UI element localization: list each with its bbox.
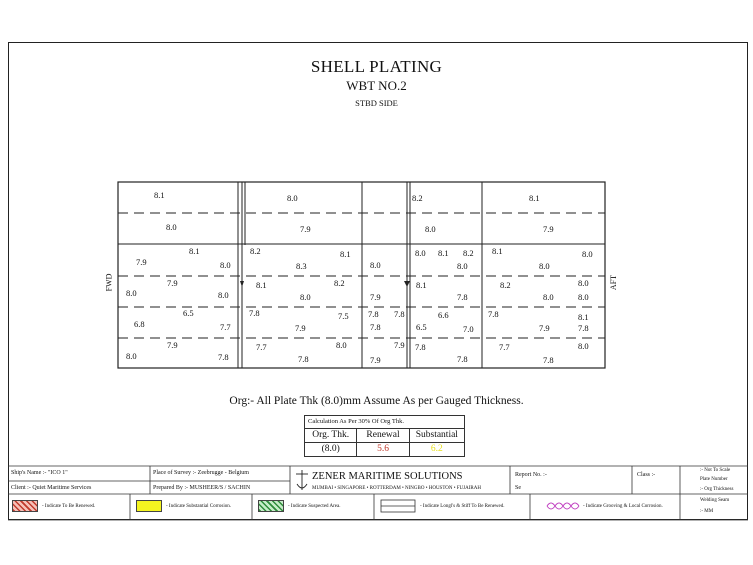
legend-substantial-label: - Indicate Substantial Corrosion. [166,504,231,509]
plate-reading: 8.0 [425,224,436,234]
plate-reading: 8.0 [370,260,381,270]
plate-reading: 6.5 [183,308,194,318]
plate-reading: 8.0 [300,292,311,302]
plate-reading: 6.5 [416,322,427,332]
col-substantial: Substantial [415,430,458,440]
plate-reading: 8.0 [578,278,589,288]
plate-reading: 8.1 [578,312,589,322]
plate-reading: 8.1 [256,280,267,290]
plate-reading: 8.0 [582,249,593,259]
note-org-thickness: :- Org Thickness [700,487,734,492]
plate-reading: 7.8 [368,309,379,319]
report-no: Report No. :- [515,472,547,478]
sheet-label: Se [515,485,521,491]
note-mm: :- MM [700,509,714,514]
plate-reading: 8.1 [189,246,200,256]
plate-reading: 8.0 [543,292,554,302]
plate-reading: 8.0 [336,340,347,350]
legend-grooving-label: - Indicate Grooving & Local Corrosion. [583,504,663,509]
note-plate-number: Plate Number [700,477,728,482]
plate-reading: 8.2 [334,278,345,288]
client-name: Client :- Quiet Maritime Services [11,485,92,491]
plate-reading: 8.0 [578,292,589,302]
plate-reading: 8.0 [126,351,137,361]
assumption-note: Org:- All Plate Thk (8.0)mm Assume As per Gauged Thickness. [229,395,524,407]
plate-reading: 8.0 [126,288,137,298]
plate-reading: 7.8 [370,322,381,332]
plate-reading: 8.1 [416,280,427,290]
plate-reading: 8.0 [287,193,298,203]
plate-reading: 7.9 [136,257,147,267]
legend-grooving-swatch [545,499,581,513]
plate-reading: 8.0 [578,341,589,351]
company-offices: MUMBAI • SINGAPORE • ROTTERDAM • NINGBO • HOUSTON • FUJAIRAH [312,486,481,491]
plate-reading: 7.9 [295,323,306,333]
col-org-thk: Org. Thk. [305,429,357,442]
ship-name: Ship's Name :- "ICO 1" [11,470,68,476]
plate-reading: 7.5 [338,311,349,321]
plate-reading: 7.9 [370,355,381,365]
plate-reading: 7.9 [167,340,178,350]
substantial-value: 6.2 [430,444,443,454]
place-of-survey: Place of Survey :- Zeebrugge - Belgium [153,470,249,476]
plate-reading: 8.0 [457,261,468,271]
plate-reading: 7.9 [543,224,554,234]
plate-reading: 7.0 [463,324,474,334]
plate-reading: 7.9 [370,292,381,302]
legend-substantial-swatch [136,500,162,512]
plate-reading: 8.0 [166,222,177,232]
renewal-value: 5.6 [357,443,409,456]
legend-longls-label: - Indicate Longl's & Stiff To Be Renewed. [420,504,505,509]
plate-reading: 7.8 [578,323,589,333]
col-renewal: Renewal [357,429,409,442]
plate-reading: 8.0 [220,260,231,270]
plate-reading: 7.7 [499,342,510,352]
plate-reading: 7.9 [300,224,311,234]
plate-reading: 7.7 [256,342,267,352]
plate-reading: 7.9 [167,278,178,288]
plate-reading: 8.2 [463,248,474,258]
plate-reading: 8.1 [492,246,503,256]
company-name: ZENER MARITIME SOLUTIONS [312,471,463,482]
plate-reading: 6.6 [438,310,449,320]
drawing-subtitle: WBT NO.2 [346,78,407,93]
plate-reading: 7.8 [298,354,309,364]
legend-suspected-swatch [258,500,284,512]
drawing-title: SHELL PLATING [310,57,443,76]
plate-reading: 7.8 [394,309,405,319]
plate-reading: 8.3 [296,261,307,271]
plate-reading: 8.1 [340,249,351,259]
legend-suspected-label: - Indicate Suspected Area. [288,504,341,509]
plate-reading: 8.1 [438,248,449,258]
fwd-label: FWD [104,273,114,292]
plate-reading: 7.8 [249,308,260,318]
plate-reading: 8.0 [218,290,229,300]
plate-reading: 7.8 [488,309,499,319]
note-not-to-scale: :- Not To Scale [700,468,731,473]
org-thk-value: (8.0) [305,443,357,456]
plate-reading: 6.8 [134,319,145,329]
plate-reading: 7.8 [457,292,468,302]
plate-reading: 7.7 [220,322,231,332]
prepared-by: Prepared By :- MUSHEER/S / SACHIN [153,485,251,491]
plate-reading: 8.0 [539,261,550,271]
plate-reading: 7.9 [539,323,550,333]
plate-reading: 8.2 [250,246,261,256]
plate-reading: 8.0 [415,248,426,258]
class-label: Class :- [637,472,656,478]
plate-reading: 8.2 [412,193,423,203]
legend-renew-label: - Indicate To Be Renewed. [42,504,96,509]
legend-longls-swatch [380,499,416,513]
plate-reading: 8.1 [529,193,540,203]
side-label: STBD SIDE [355,98,398,108]
calculation-header: Calculation As Per 30% Of Org Thk. [305,416,464,429]
aft-label: AFT [609,274,619,291]
plate-reading: 7.8 [218,352,229,362]
note-welding-seam: Welding Seam [700,498,730,503]
plate-reading: 7.9 [394,340,405,350]
plate-reading: 8.1 [154,190,165,200]
legend-renew-swatch [12,500,38,512]
plate-reading: 8.2 [500,280,511,290]
plate-reading: 7.8 [457,354,468,364]
plate-reading: 7.8 [543,355,554,365]
plate-reading: 7.8 [415,342,426,352]
